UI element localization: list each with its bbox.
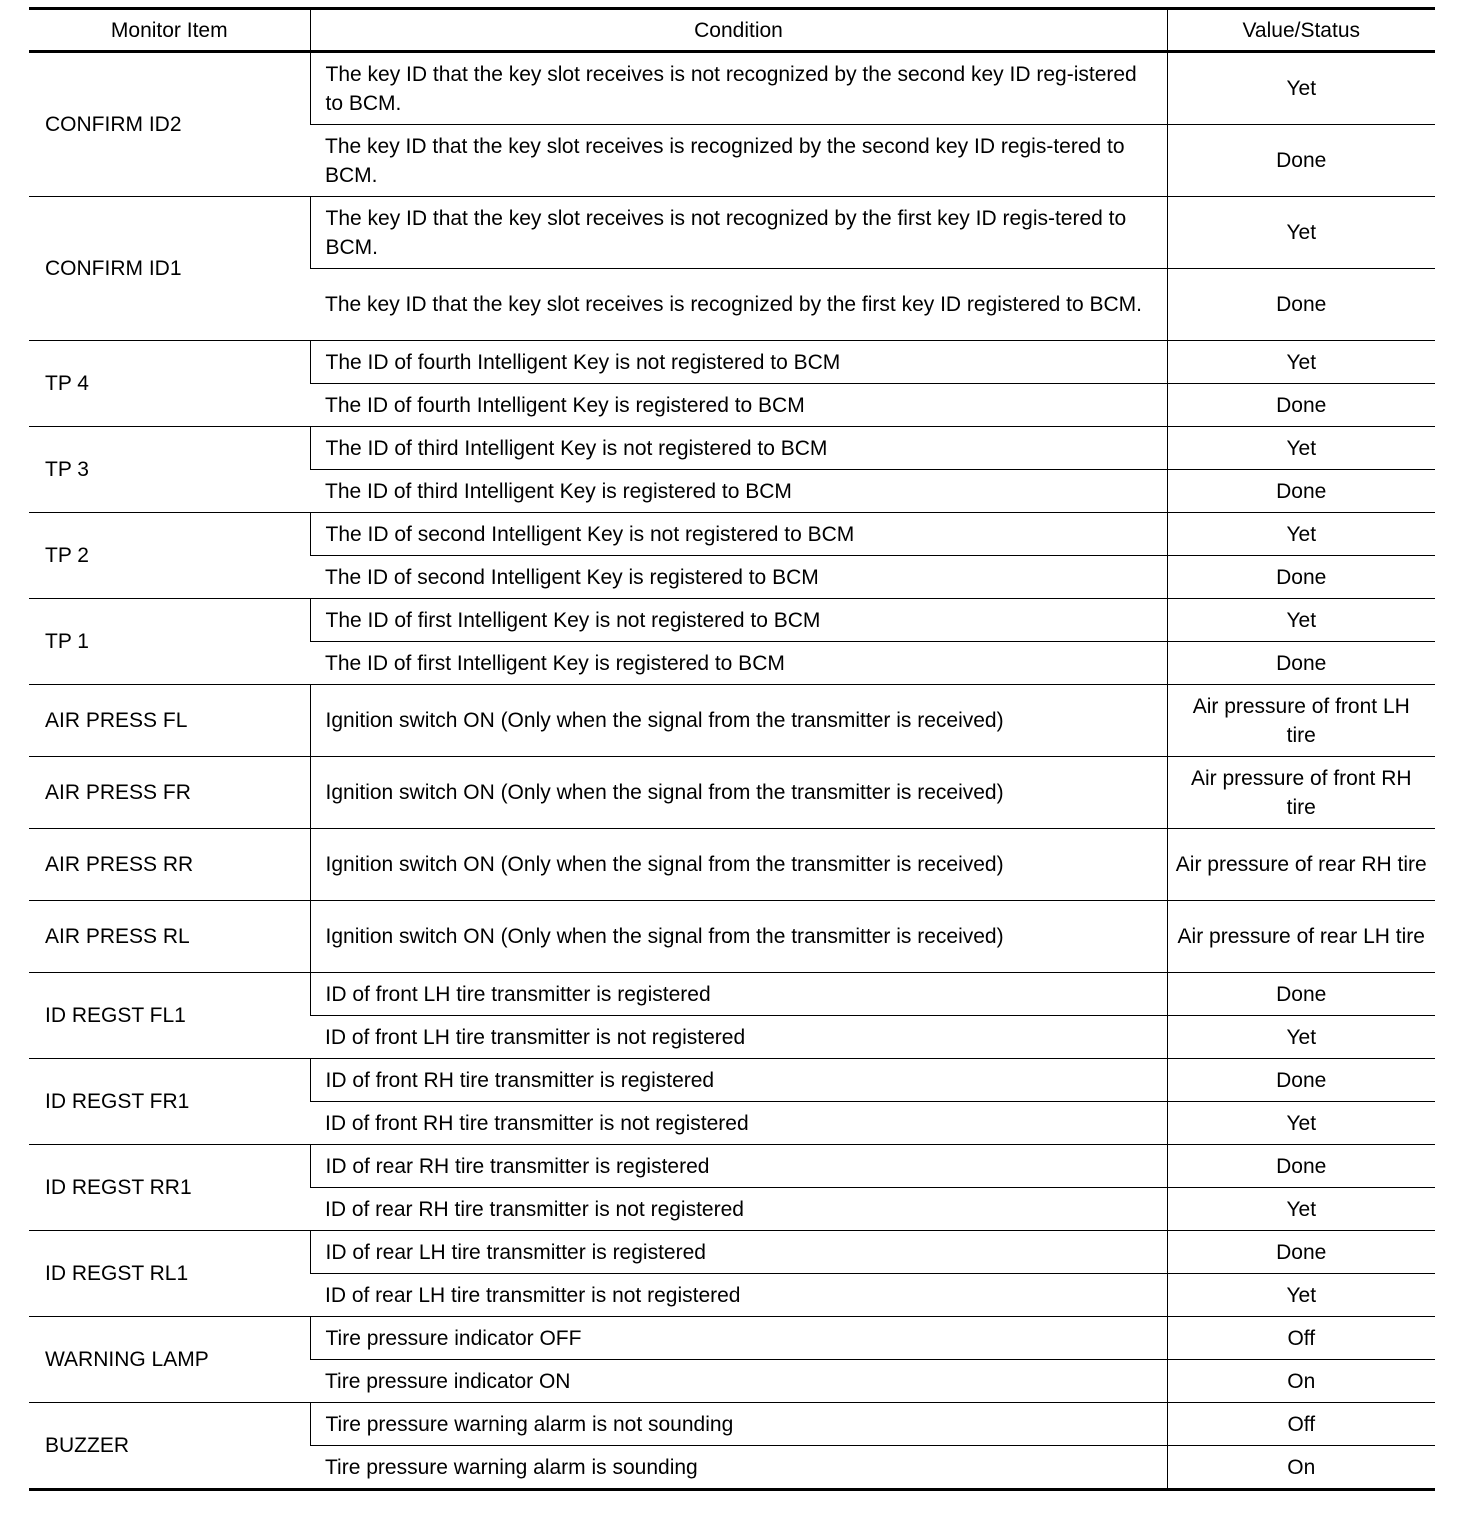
table-row [29, 1317, 1435, 1360]
value-status-cell: On [1167, 1360, 1435, 1403]
value-status-cell: Yet [1167, 427, 1435, 470]
value-status-cell: Air pressure of rear RH tire [1167, 829, 1435, 901]
table-row [29, 1403, 1435, 1446]
monitor-item-table [29, 7, 1435, 1491]
table-row [29, 513, 1435, 556]
value-status-cell: Done [1167, 973, 1435, 1016]
value-status-cell: Done [1167, 269, 1435, 341]
condition-cell: The ID of fourth Intelligent Key is not registered to BCM [310, 341, 1167, 384]
table-row [29, 1145, 1435, 1188]
monitor-item-cell: AIR PRESS FR [29, 757, 310, 829]
condition-cell: Tire pressure warning alarm is sounding [310, 1446, 1167, 1490]
monitor-item-cell: ID REGST RL1 [29, 1231, 310, 1317]
monitor-item-cell: CONFIRM ID2 [45, 113, 182, 136]
condition-cell: The ID of first Intelligent Key is registered to BCM [310, 642, 1167, 685]
monitor-item-cell: TP 2 [29, 513, 310, 599]
monitor-item-cell: ID REGST RR1 [29, 1145, 310, 1231]
table-row [29, 757, 1435, 829]
condition-cell: ID of front RH tire transmitter is not registered [310, 1102, 1167, 1145]
header-row [29, 9, 1435, 52]
value-status-cell: Air pressure of front RH tire [1167, 757, 1435, 829]
condition-cell: The ID of third Intelligent Key is registered to BCM [310, 470, 1167, 513]
header-monitor-item: Monitor Item [29, 9, 310, 52]
header-condition: Condition [310, 9, 1167, 52]
condition-cell: The ID of first Intelligent Key is not registered to BCM [310, 599, 1167, 642]
monitor-item-cell: TP 1 [29, 599, 310, 685]
value-status-cell: Off [1167, 1317, 1435, 1360]
value-status-cell: Air pressure of front LH tire [1167, 685, 1435, 757]
table-row [29, 685, 1435, 757]
condition-cell: ID of front LH tire transmitter is not registered [310, 1016, 1167, 1059]
condition-cell: Tire pressure indicator ON [310, 1360, 1167, 1403]
monitor-item-cell: CONFIRM ID1 [29, 197, 310, 341]
value-status-cell: Done [1167, 125, 1435, 197]
value-status-cell: Yet [1167, 341, 1435, 384]
table-row [29, 599, 1435, 642]
table-row [29, 52, 1435, 125]
table-row [29, 901, 1435, 973]
table-row [29, 1231, 1435, 1274]
value-status-cell: Done [1167, 384, 1435, 427]
condition-cell: The key ID that the key slot receives is recognized by the second key ID regis-tered to BCM. [310, 125, 1167, 197]
value-status-cell: Yet [1167, 197, 1435, 269]
condition-cell: ID of rear RH tire transmitter is not registered [310, 1188, 1167, 1231]
condition-cell: ID of front RH tire transmitter is registered [310, 1059, 1167, 1102]
condition-cell: The ID of second Intelligent Key is not registered to BCM [310, 513, 1167, 556]
value-status-cell: Yet [1167, 599, 1435, 642]
value-status-cell: Done [1167, 1059, 1435, 1102]
value-status-cell: Yet [1167, 1016, 1435, 1059]
value-status-cell: Air pressure of rear LH tire [1167, 901, 1435, 973]
condition-cell: ID of rear RH tire transmitter is registered [310, 1145, 1167, 1188]
condition-cell: The ID of third Intelligent Key is not registered to BCM [310, 427, 1167, 470]
monitor-item-cell: TP 4 [29, 341, 310, 427]
table-row [29, 427, 1435, 470]
condition-cell: The key ID that the key slot receives is not recognized by the first key ID regis-tered to BCM. [310, 197, 1167, 269]
table-row [29, 341, 1435, 384]
monitor-item-cell: ID REGST FR1 [29, 1059, 310, 1145]
monitor-item-cell: AIR PRESS FL [29, 685, 310, 757]
value-status-cell: Off [1167, 1403, 1435, 1446]
table-body [29, 52, 1435, 1490]
value-status-cell: On [1167, 1446, 1435, 1490]
condition-cell: The key ID that the key slot receives is recognized by the first key ID registered to BCM. [310, 269, 1167, 341]
monitor-item-cell: BUZZER [29, 1403, 310, 1490]
table-row [29, 829, 1435, 901]
header-value-status: Value/Status [1167, 9, 1435, 52]
table-row [29, 197, 1435, 269]
condition-cell: Tire pressure warning alarm is not sounding [310, 1403, 1167, 1446]
value-status-cell: Yet [1167, 1188, 1435, 1231]
value-status-cell: Yet [1167, 1274, 1435, 1317]
condition-cell: Tire pressure indicator OFF [310, 1317, 1167, 1360]
table-row [29, 973, 1435, 1016]
value-status-cell: Done [1167, 1145, 1435, 1188]
monitor-item-cell: TP 3 [29, 427, 310, 513]
condition-cell: The key ID that the key slot receives is not recognized by the second key ID reg-istered to BCM. [310, 52, 1167, 125]
value-status-cell: Yet [1167, 513, 1435, 556]
condition-cell: Ignition switch ON (Only when the signal from the transmitter is received) [310, 685, 1167, 757]
value-status-cell: Yet [1167, 1102, 1435, 1145]
condition-cell: ID of front LH tire transmitter is registered [310, 973, 1167, 1016]
condition-cell: Ignition switch ON (Only when the signal from the transmitter is received) [310, 757, 1167, 829]
condition-cell: The ID of fourth Intelligent Key is registered to BCM [310, 384, 1167, 427]
value-status-cell: Done [1167, 1231, 1435, 1274]
condition-cell: ID of rear LH tire transmitter is registered [310, 1231, 1167, 1274]
monitor-item-cell: AIR PRESS RL [29, 901, 310, 973]
condition-cell: The ID of second Intelligent Key is registered to BCM [310, 556, 1167, 599]
condition-cell: Ignition switch ON (Only when the signal from the transmitter is received) [310, 829, 1167, 901]
table-row [29, 1059, 1435, 1102]
monitor-item-cell: AIR PRESS RR [29, 829, 310, 901]
value-status-cell: Done [1167, 470, 1435, 513]
value-status-cell: Yet [1167, 52, 1435, 125]
condition-cell: ID of rear LH tire transmitter is not registered [310, 1274, 1167, 1317]
value-status-cell: Done [1167, 556, 1435, 599]
value-status-cell: Done [1167, 642, 1435, 685]
condition-cell: Ignition switch ON (Only when the signal from the transmitter is received) [310, 901, 1167, 973]
monitor-item-cell: WARNING LAMP [29, 1317, 310, 1403]
monitor-item-cell: ID REGST FL1 [29, 973, 310, 1059]
